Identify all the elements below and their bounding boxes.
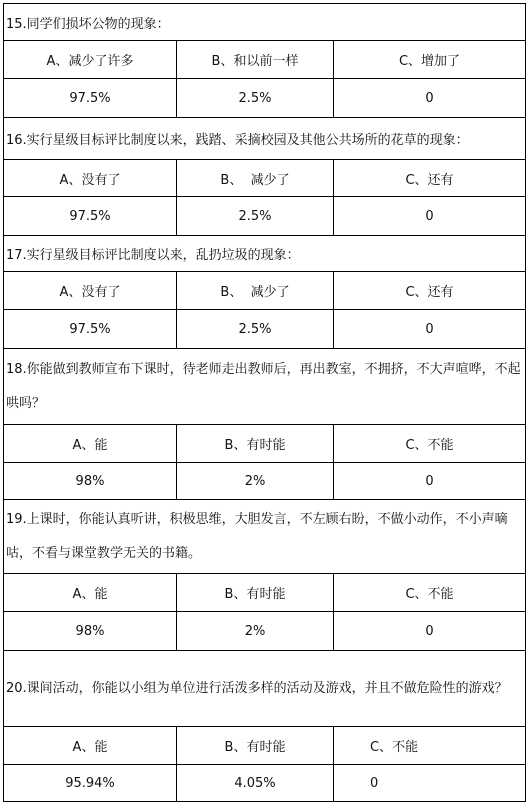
result-c: 0 [334, 79, 526, 118]
result-a: 95.94% [4, 765, 177, 802]
option-c: C、不能 [334, 425, 526, 463]
question-text: 16.实行星级目标评比制度以来，践踏、采摘校园及其他公共场所的花草的现象： [4, 118, 526, 160]
result-b: 2% [177, 463, 334, 500]
options-row [4, 272, 526, 310]
option-b: B、有时能 [177, 574, 334, 612]
question-row [4, 236, 526, 272]
results-row [4, 310, 526, 349]
option-c: C、不能 [334, 574, 526, 612]
result-a: 98% [4, 612, 177, 651]
option-a: A、能 [4, 574, 177, 612]
result-c: 0 [334, 463, 526, 500]
result-b: 2.5% [177, 197, 334, 236]
result-b: 2.5% [177, 310, 334, 349]
option-a: A、没有了 [4, 272, 177, 310]
options-row [4, 727, 526, 765]
option-c [334, 727, 526, 765]
question-row [4, 118, 526, 160]
option-b: B、 减少了 [177, 272, 334, 310]
question-row [4, 349, 526, 425]
result-a: 97.5% [4, 79, 177, 118]
question-row [4, 4, 526, 41]
option-b: B、 减少了 [177, 160, 334, 197]
question-text: 19.上课时，你能认真听讲，积极思维，大胆发言，不左顾右盼，不做小动作，不小声嘀咕，不看与课堂教学无关的书籍。 [4, 500, 526, 574]
result-b: 2% [177, 612, 334, 651]
result-b: 4.05% [177, 765, 334, 802]
question-text: 20.课间活动，你能以小组为单位进行活泼多样的活动及游戏，并且不做危险性的游戏？ [4, 651, 526, 727]
results-row [4, 765, 526, 802]
question-text: 18.你能做到教师宣布下课时，待老师走出教师后，再出教室，不拥挤，不大声喧哗，不起哄吗？ [4, 349, 526, 425]
question-row [4, 651, 526, 727]
option-b: B、有时能 [177, 727, 334, 765]
results-row [4, 463, 526, 500]
question-row [4, 500, 526, 574]
result-c: 0 [334, 612, 526, 651]
result-a: 98% [4, 463, 177, 500]
option-a: A、能 [4, 425, 177, 463]
results-row [4, 612, 526, 651]
question-text: 17.实行星级目标评比制度以来，乱扔垃圾的现象： [4, 236, 526, 272]
results-row [4, 79, 526, 118]
option-c: C、增加了 [334, 41, 526, 79]
option-b: B、有时能 [177, 425, 334, 463]
options-row [4, 425, 526, 463]
result-c [334, 765, 526, 802]
option-a: A、减少了许多 [4, 41, 177, 79]
result-c: 0 [334, 197, 526, 236]
result-a: 97.5% [4, 197, 177, 236]
survey-table [3, 3, 526, 802]
result-c-value: 0 [370, 775, 379, 791]
result-a: 97.5% [4, 310, 177, 349]
options-row [4, 574, 526, 612]
option-c: C、还有 [334, 272, 526, 310]
question-text: 15.同学们损坏公物的现象： [4, 4, 526, 41]
result-b: 2.5% [177, 79, 334, 118]
options-row [4, 41, 526, 79]
options-row [4, 160, 526, 197]
option-c: C、还有 [334, 160, 526, 197]
result-c: 0 [334, 310, 526, 349]
option-a: A、能 [4, 727, 177, 765]
results-row [4, 197, 526, 236]
option-b: B、和以前一样 [177, 41, 334, 79]
option-a: A、没有了 [4, 160, 177, 197]
option-c-label: C、不能 [370, 740, 419, 755]
